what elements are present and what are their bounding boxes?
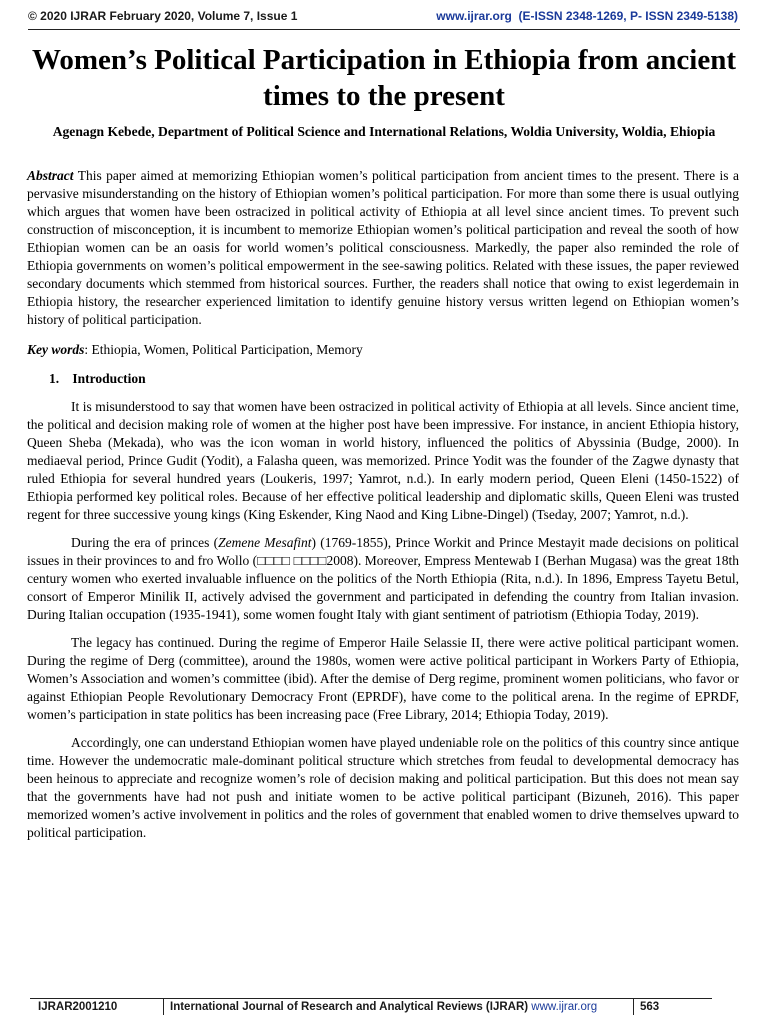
keywords-text: : Ethiopia, Women, Political Participation, Memory [84,342,363,357]
footer-journal [170,1001,597,1013]
keywords-label: Key words [27,342,85,357]
section-heading [27,370,739,388]
author-affiliation: Agenagn Kebede, Department of Political Science and International Relations, Woldia University, Woldia, Ehiopia [52,124,716,139]
footer-separator [163,998,164,1015]
running-header [28,9,738,29]
page-number: 563 [640,1001,660,1013]
footer-journal-name: International Journal of Research and Analytical Reviews (IJRAR) [170,1001,529,1013]
footer-separator [633,998,634,1015]
running-footer [30,1001,712,1017]
paragraph-1: It is misunderstood to say that women have been ostracized in political activity of Ethiopia at all levels. Since ancient time, the political and decision making role of women at the higher post have been impressive. For instance, in ancient Ethiopia history, Queen Sheba (Mekada), who was the icon woman in world history, influenced the politics of Abyssinia (Budge, 2000). In mediaeval period, Prince Gudit (Yodit), a Falasha queen, was memorized. Prince Yodit was the founder of the Zagwe dynasty that ruled Ethiopia for several hundred years (Loukeris, 1997; Yamrot, n.d.). In early modern period, Queen Eleni (1450-1522) of Ethiopia performed key political roles. Because of her effective political leadership and diplomatic skills, Queen Eleni was trusted regent for three successive young kings (King Eskender, King Naod and King Libne-Dingel) (Tseday, 2007; Yamrot, n.d.). [27,399,739,522]
header-url-link[interactable]: www.ijrar.org [436,9,512,23]
header-citation: © 2020 IJRAR February 2020, Volume 7, Issue 1 [28,9,298,23]
abstract-text: This paper aimed at memorizing Ethiopian women’s political participation from ancient times to the present. There is a pervasive misunderstanding on the history of Ethiopian women’s political participation. For more than some there is usual outlying which argues that women have been ostracized in political activity of Ethiopia at all level since ancient times. To prevent such construction of misconception, it is incumbent to memorize Ethiopian women’s political participation and reveal the sooth of how Ethiopian women can be an oasis for world women’s political consciousness. Markedly, the paper also reminded the role of Ethiopia governments on women’s political empowerment in the see-sawing politics. Related with these issues, the paper reviewed secondary documents which stemmed from historical sources. Further, the readers shall notice that owing to exist legerdemain in Ethiopia history, the researcher experienced limitation to identify genuine history versus written legend on Ethiopian women’s history of political participation. [27,168,739,327]
footer-article-id: IJRAR2001210 [38,1001,118,1013]
paragraph-2-italic: Zemene Mesafint [218,535,312,550]
section-title: Introduction [72,371,146,386]
paragraph-3: The legacy has continued. During the regime of Emperor Haile Selassie II, there were active political participant women. During the regime of Derg (committee), around the 1980s, women were active political participant in Workers Party of Ethiopia, Women’s Association and women’s committee (ibid). After the demise of Derg regime, prominent women politicians, who favor or against Ethiopian People Revolutionary Democracy Front (EPRDF), have come to the political arena. In the regime of EPRDF, women’s participation in state politics has been increasing pace (Free Library, 2014; Ethiopia Today, 2019). [27,635,739,722]
keywords [27,341,739,359]
section-number: 1. [49,371,60,386]
footer-divider [30,998,712,999]
paper-body [27,167,739,842]
paragraph-2-end: ) (1769-1855), Prince Workit and Prince Mestayit made decisions on political issues in their provinces to and fro Wollo (□□□□ □□□□2008). Moreover, Empress Mentewab I (Berhan Mugasa) was the great 18th century women who exerted invaluable influence on the politics of the North Ethiopia (Rita, n.d.). In 1896, Empress Tayetu Betul, consort of Emperor Minilik II, actively advised the government and participated in defending the country from Italian invasion. During Italian occupation (1935-1941), some women fought Italy with giant sentiment of patriotism (Ethiopia Today, 2019). [27,535,739,622]
header-divider [28,29,740,30]
header-issn: (E-ISSN 2348-1269, P- ISSN 2349-5138) [518,9,738,23]
paper-title: Women’s Political Participation in Ethiopia from ancient times to the present [31,44,737,112]
footer-url-link[interactable]: www.ijrar.org [531,1001,598,1013]
abstract-label: Abstract [27,168,74,183]
paragraph-2 [27,534,739,624]
paragraph-4: Accordingly, one can understand Ethiopian women have played undeniable role on the politics of this country since antique time. However the undemocratic male-dominant political structure which stretches from feudal to developmental democracy has been heinous to appreciate and recognize women’s role of decision making and political participation. But this does not mean say that the governments have had not push and initiate women to be active political participant (Bizuneh, 2016). This paper memorized women’s active involvement in politics and the roles of government that enabled women to drive themselves upward to political participation. [27,735,739,840]
header-right [436,9,738,23]
abstract [27,167,739,329]
paragraph-2-start: During the era of princes ( [71,535,219,550]
